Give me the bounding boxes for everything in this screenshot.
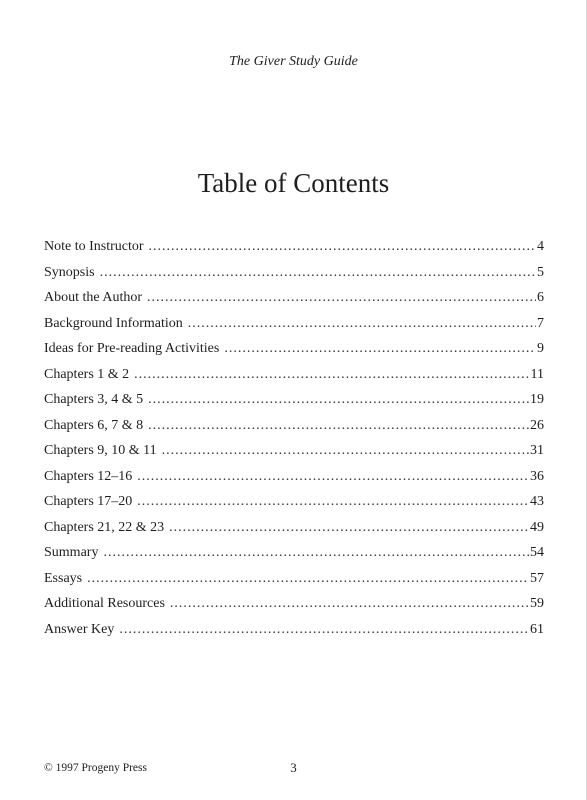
table-of-contents [44,237,544,645]
toc-entry-label: About the Author [44,290,142,305]
toc-entry [44,441,544,467]
toc-entry-page: 4 [537,239,544,254]
toc-dot-leader [149,237,536,257]
toc-entry-page: 57 [530,570,544,586]
toc-dot-leader [134,365,529,385]
toc-entry [44,314,544,340]
toc-dot-leader [148,390,529,410]
toc-entry-label: Chapters 1 & 2 [44,366,130,382]
toc-dot-leader [137,467,529,487]
toc-entry-label: Synopsis [44,264,95,280]
toc-dot-leader [87,569,529,589]
toc-entry-label: Answer Key [44,621,115,637]
toc-entry-page: 49 [530,519,544,535]
toc-entry-label: Summary [44,545,99,560]
toc-dot-leader [100,263,536,283]
toc-dot-leader [162,441,529,461]
toc-entry [44,620,544,646]
toc-entry [44,365,544,391]
toc-entry-page: 43 [530,494,544,509]
toc-entry-label: Background Information [44,315,183,331]
toc-entry [44,339,544,365]
toc-entry [44,263,544,289]
toc-entry-label: Chapters 9, 10 & 11 [44,443,157,458]
toc-entry-page: 6 [537,290,544,305]
toc-entry-page: 11 [530,366,544,382]
toc-entry-page: 54 [530,545,544,560]
toc-entry [44,390,544,416]
page-title: Table of Contents [197,168,390,198]
toc-entry-label: Chapters 3, 4 & 5 [44,392,144,407]
toc-entry-label: Essays [44,570,83,586]
toc-entry-page: 36 [530,468,544,484]
toc-entry-page: 59 [530,596,544,611]
toc-dot-leader [119,620,529,640]
toc-dot-leader [148,416,529,436]
toc-entry-label: Ideas for Pre-reading Activities [44,341,220,356]
toc-dot-leader [224,339,536,359]
toc-entry [44,518,544,544]
footer-page-number: 3 [290,760,297,775]
toc-entry-page: 31 [530,443,544,458]
toc-entry-page: 9 [537,341,544,356]
toc-dot-leader [169,518,529,538]
toc-entry-label: Chapters 6, 7 & 8 [44,417,144,433]
toc-entry [44,288,544,314]
toc-entry-page: 7 [537,315,544,331]
toc-entry-label: Additional Resources [44,596,165,611]
toc-entry-label: Chapters 21, 22 & 23 [44,519,165,535]
toc-entry-page: 5 [537,264,544,280]
toc-entry-page: 19 [530,392,544,407]
toc-entry-label: Chapters 12–16 [44,468,133,484]
toc-dot-leader [147,288,536,308]
toc-entry [44,543,544,569]
toc-entry [44,416,544,442]
toc-entry [44,492,544,518]
toc-entry-page: 26 [530,417,544,433]
running-header: The Giver Study Guide [229,54,358,69]
footer-copyright: © 1997 Progeny Press [44,762,147,774]
toc-entry [44,594,544,620]
toc-entry [44,237,544,263]
toc-entry-page: 61 [530,621,544,637]
toc-entry-label: Chapters 17–20 [44,494,133,509]
toc-dot-leader [188,314,536,334]
toc-dot-leader [137,492,529,512]
toc-dot-leader [103,543,529,563]
toc-entry [44,467,544,493]
toc-dot-leader [170,594,529,614]
toc-entry-label: Note to Instructor [44,239,144,254]
toc-entry [44,569,544,595]
